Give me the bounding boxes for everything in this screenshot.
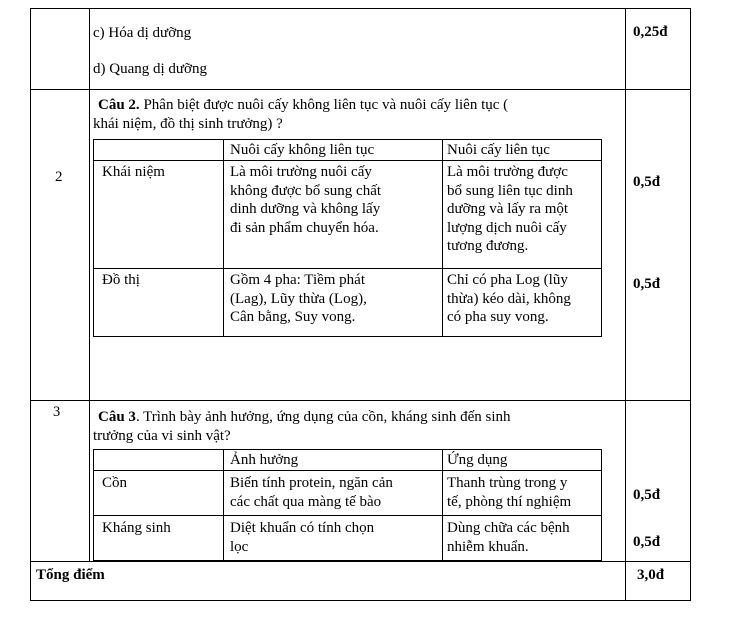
total-label: Tổng điểm xyxy=(36,567,105,583)
cell-line: lượng dịch nuôi cấy xyxy=(447,219,567,236)
cell-line: các chất qua màng tế bào xyxy=(230,493,382,510)
total-score: 3,0đ xyxy=(637,567,665,583)
q2-title-line1 xyxy=(98,96,508,115)
cell-line: nhiễm khuẩn. xyxy=(447,538,529,555)
cell-line: Diệt khuẩn có tính chọn xyxy=(230,520,375,536)
outer-col1-border xyxy=(89,8,90,561)
q3-number: 3 xyxy=(53,404,61,420)
outer-col2-border xyxy=(625,8,626,600)
part1-score: 0,25đ xyxy=(633,24,668,40)
q3-row2-c2 xyxy=(447,519,570,556)
q3-inner-left xyxy=(93,449,94,561)
q2-row1-score: 0,5đ xyxy=(633,174,661,190)
q3-inner-bottom xyxy=(93,560,602,561)
q2-inner-bottom xyxy=(93,336,602,337)
q2-inner-c2 xyxy=(442,139,443,337)
q3-title-line2: trưởng của vi sinh vật? xyxy=(93,428,231,444)
q2-col2-header: Nuôi cấy liên tục xyxy=(447,142,550,158)
q3-row1-score: 0,5đ xyxy=(633,487,661,503)
option-c-text: c) Hóa dị dưỡng xyxy=(93,25,192,41)
cell-line: không được bổ sung chất xyxy=(230,182,382,199)
q2-row2-label: Đồ thị xyxy=(102,272,140,288)
cell-line: Dùng chữa các bệnh xyxy=(447,520,570,536)
q2-row2-c2 xyxy=(447,271,571,327)
q3-row2-score: 0,5đ xyxy=(633,534,661,550)
q3-row2-c1 xyxy=(230,519,374,556)
q3-row1-label: Cồn xyxy=(102,475,128,491)
cell-line: lọc xyxy=(230,538,249,555)
cell-line: (Lag), Lũy thừa (Log), xyxy=(230,290,367,307)
q3-inner-right xyxy=(601,449,602,561)
cell-line: dưỡng và lấy ra một xyxy=(447,201,569,217)
outer-row3-bottom xyxy=(30,561,691,562)
cell-line: Chỉ có pha Log (lũy xyxy=(447,272,568,288)
q2-inner-left xyxy=(93,139,94,337)
q3-title-bold: Câu 3 xyxy=(98,409,136,425)
q3-inner-c1 xyxy=(223,449,224,561)
cell-line: thừa) kéo dài, không xyxy=(447,290,571,307)
q3-inner-header-bottom xyxy=(93,470,602,471)
outer-right-border xyxy=(690,8,691,600)
q2-title-rest: Phân biệt được nuôi cấy không liên tục và nuôi cấy liên tục ( xyxy=(139,97,509,113)
q3-title-rest: . Trình bày ảnh hưởng, ứng dụng của cồn, kháng sinh đến sinh xyxy=(135,409,511,425)
q2-row1-label: Khái niệm xyxy=(102,164,165,180)
q2-inner-header-bottom xyxy=(93,160,602,161)
q2-inner-right xyxy=(601,139,602,337)
q2-col1-header: Nuôi cấy không liên tục xyxy=(230,142,375,158)
outer-row2-bottom xyxy=(30,400,691,401)
cell-line: Là môi trường được xyxy=(447,164,568,180)
cell-line: đi sản phẩm chuyển hóa. xyxy=(230,219,379,236)
q3-inner-c2 xyxy=(442,449,443,561)
cell-line: tương đương. xyxy=(447,238,529,254)
cell-line: Biến tính protein, ngăn cản xyxy=(230,475,393,491)
q3-row2-label: Kháng sinh xyxy=(102,520,171,536)
q2-row1-c1 xyxy=(230,163,381,237)
q2-inner-row1-bottom xyxy=(93,268,602,269)
cell-line: Là môi trường nuôi cấy xyxy=(230,164,372,180)
cell-line: Cân bằng, Suy vong. xyxy=(230,309,356,325)
q2-inner-c1 xyxy=(223,139,224,337)
cell-line: dinh dưỡng và không lấy xyxy=(230,201,381,217)
cell-line: bổ sung liên tục dinh xyxy=(447,182,573,199)
cell-line: có pha suy vong. xyxy=(447,309,549,325)
q3-row1-c1 xyxy=(230,474,393,511)
outer-top-border xyxy=(30,8,691,9)
q3-col2-header: Ứng dụng xyxy=(447,452,508,468)
q3-inner-row1-bottom xyxy=(93,515,602,516)
outer-left-border xyxy=(30,8,31,600)
q3-title-line1 xyxy=(98,408,511,427)
cell-line: Gồm 4 pha: Tiềm phát xyxy=(230,272,366,288)
q2-inner-top xyxy=(93,139,602,140)
outer-bottom-border xyxy=(30,600,691,601)
cell-line: Thanh trùng trong y xyxy=(447,475,568,491)
q2-number: 2 xyxy=(55,169,63,185)
cell-line: tế, phòng thí nghiệm xyxy=(447,493,572,510)
q2-row2-c1 xyxy=(230,271,367,327)
option-d-text: d) Quang dị dưỡng xyxy=(93,61,207,77)
q3-row1-c2 xyxy=(447,474,571,511)
q2-title-line2: khái niệm, đồ thị sinh trưởng) ? xyxy=(93,116,283,132)
q3-col1-header: Ảnh hưởng xyxy=(230,452,299,468)
q2-title-bold: Câu 2. xyxy=(98,97,140,113)
q3-inner-top xyxy=(93,449,602,450)
outer-row1-bottom xyxy=(30,89,691,90)
q2-row2-score: 0,5đ xyxy=(633,276,661,292)
q2-row1-c2 xyxy=(447,163,573,256)
